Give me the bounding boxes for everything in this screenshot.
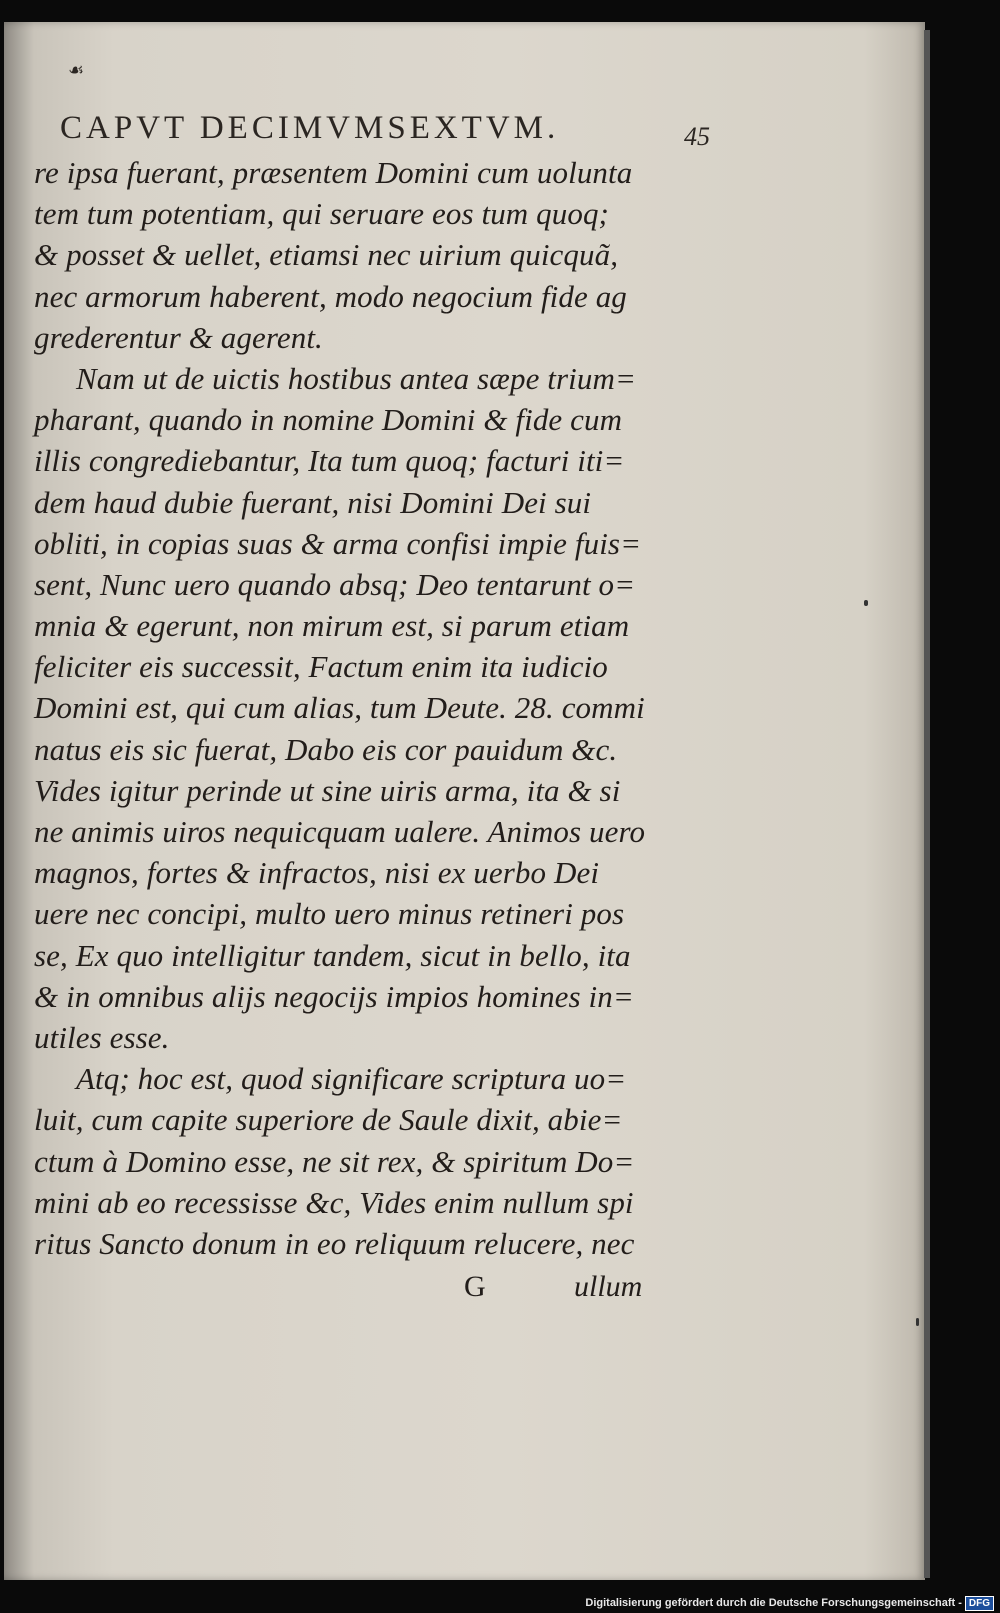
text-line: mnia & egerunt, non mirum est, si parum etiam (34, 608, 630, 644)
running-head: CAPVT DECIMVMSEXTVM. (60, 110, 560, 146)
text-line: natus eis sic fuerat, Dabo eis cor pauidum &c. (34, 731, 618, 767)
text-line: re ipsa fuerant, præsentem Domini cum uolunta (34, 155, 633, 190)
text-line: & in omnibus alijs negocijs impios homines in= (34, 978, 634, 1014)
text-line: ritus Sancto donum in eo reliquum relucere, nec (34, 1225, 635, 1261)
digitization-credit (585, 1596, 994, 1611)
catchword: ullum (574, 1270, 643, 1303)
text-line: illis congrediebantur, Ita tum quoq; facturi iti= (34, 443, 625, 479)
text-line: nec armorum haberent, modo negocium fide ag (34, 278, 627, 314)
text-line: grederentur & agerent. (34, 319, 323, 355)
ink-speck (916, 1318, 919, 1326)
credit-text: Digitalisierung gefördert durch die Deutsche Forschungsgemeinschaft - (585, 1597, 962, 1609)
text-line: feliciter eis successit, Factum enim ita iudicio (34, 649, 608, 685)
text-line: magnos, fortes & infractos, nisi ex uerbo Dei (34, 855, 600, 891)
text-line: tem tum potentiam, qui seruare eos tum quoq; (34, 196, 609, 232)
text-line: mini ab eo recessisse &c, Vides enim nullum spi (34, 1184, 634, 1220)
text-line: ne animis uiros nequicquam ualere. Animos uero (34, 814, 646, 849)
text-line: & posset & uellet, etiamsi nec uirium quicquã, (34, 237, 619, 273)
text-line: utiles esse. (34, 1019, 170, 1055)
text-line: Domini est, qui cum alias, tum Deute. 28. commi (34, 690, 645, 726)
body-text (34, 152, 684, 1264)
text-line: pharant, quando in nomine Domini & fide cum (34, 402, 623, 438)
text-line: Vides igitur perinde ut sine uiris arma, ita & si (34, 772, 621, 808)
page-edge-shadow (924, 30, 930, 1578)
page-number: 45 (684, 122, 710, 151)
text-line: dem haud dubie fuerant, nisi Domini Dei sui (34, 484, 592, 520)
text-line: luit, cum capite superiore de Saule dixit, abie= (34, 1102, 623, 1138)
text-line: Atq; hoc est, quod significare scriptura uo= (76, 1061, 627, 1097)
text-line: sent, Nunc uero quando absq; Deo tentarunt o= (34, 566, 636, 602)
ornament-mark: ☙ (68, 60, 85, 80)
book-page (4, 22, 925, 1580)
text-line: se, Ex quo intelligitur tandem, sicut in bello, ita (34, 937, 631, 973)
text-line: uere nec concipi, multo uero minus retineri pos (34, 896, 625, 932)
text-line: obliti, in copias suas & arma confisi impie fuis= (34, 525, 642, 561)
text-line: ctum à Domino esse, ne sit rex, & spiritum Do= (34, 1143, 635, 1179)
signature-mark: G (464, 1270, 486, 1303)
catchline (4, 1270, 925, 1310)
text-line: Nam ut de uictis hostibus antea sæpe trium= (76, 360, 636, 396)
ink-speck (864, 600, 868, 606)
dfg-logo: DFG (965, 1596, 994, 1611)
